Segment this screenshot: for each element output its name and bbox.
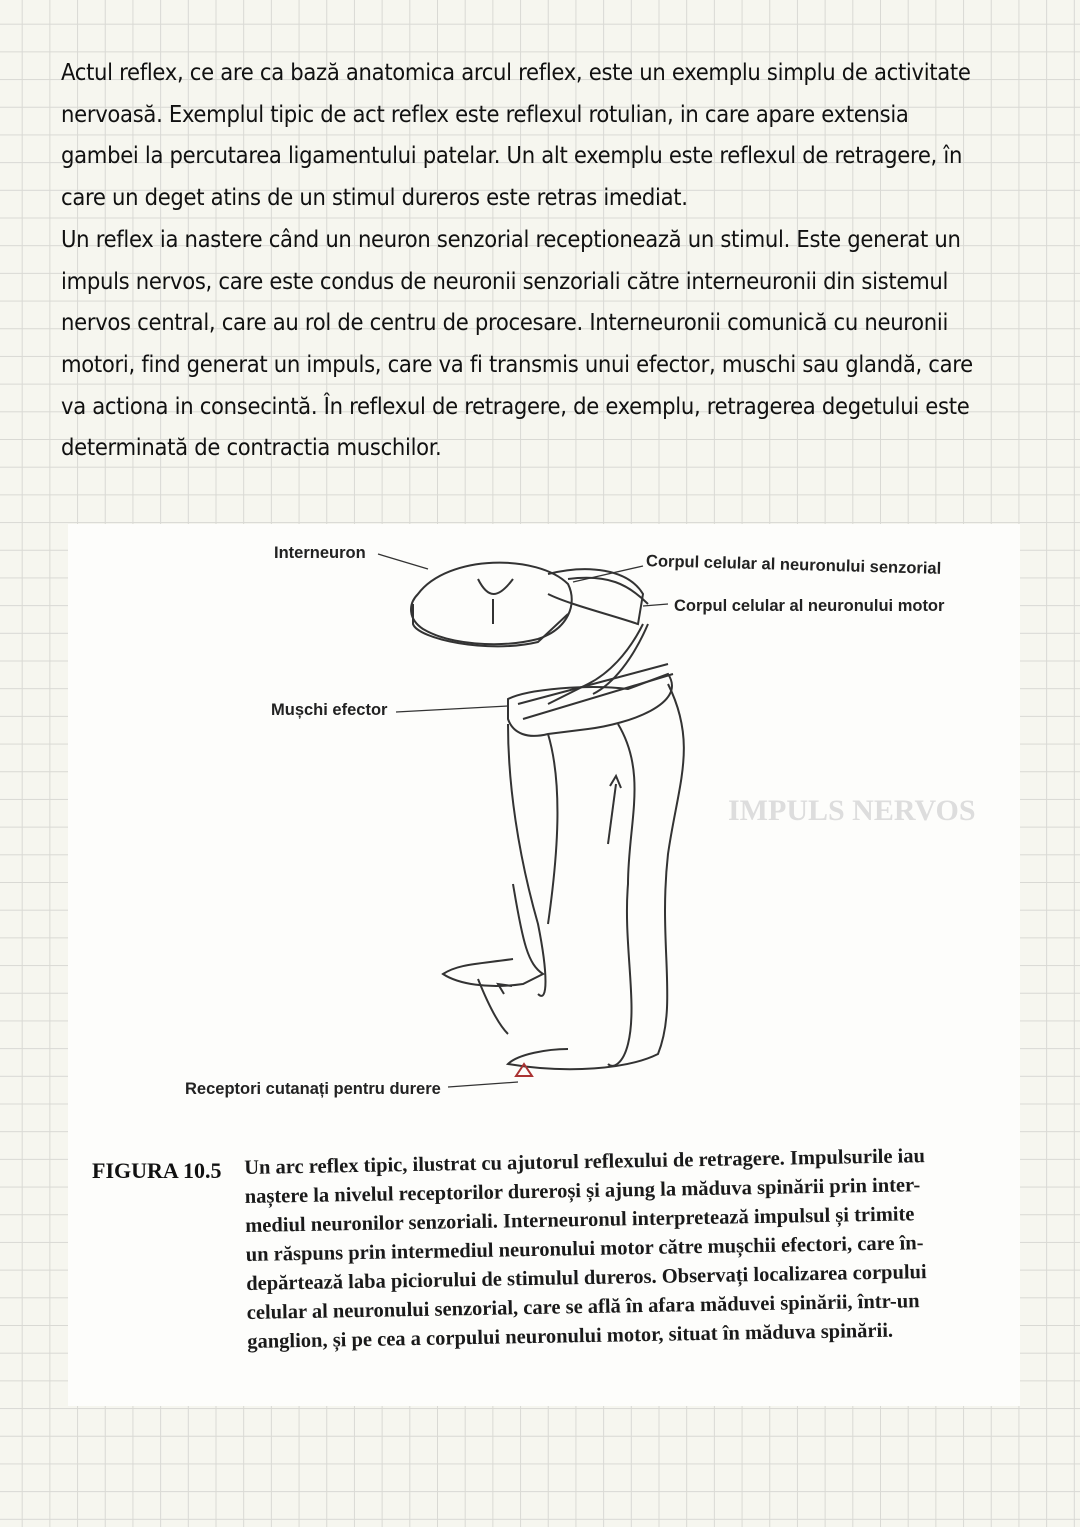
notes-line: gambei la percutarea ligamentului patelar. Un alt exemplu este reflexul de retragere, în	[61, 141, 963, 170]
reflex-arc-figure: IMPULS NERVOS Interneuron Corpul celular al neuronului senzorial Corpul celular al neuronului motor Mușchi efector Receptori cutanați pentru durere FIGURA 10.5 Un arc reflex tipic, ilustrat cu ajutorul reflexului de retragere. Impulsurile iau naștere la nivelul receptorilor dureroși și ajung la măduva spinării prin inter- mediul neuronilor senzoriali. Interneuronul interpretează impulsul și trimite un răspuns prin intermediul neuronului motor către mușchii efectori, care în- depărtează laba piciorului de stimulul dureros. Observați localizarea corpului celular al neuronului senzorial, care se află în afara măduvei spinării, într-un ganglion, și pe cea a corpului neuronului motor, situat în măduva spinării.	[68, 524, 1020, 1406]
notes-line: motori, find generat un impuls, care va fi transmis unui efector, muschi sau glandă, care	[61, 349, 973, 378]
label-interneuron: Interneuron	[274, 544, 366, 562]
notes-line: Actul reflex, ce are ca bază anatomica arcul reflex, este un exemplu simplu de activitate	[61, 58, 971, 86]
figure-number: FIGURA 10.5	[92, 1158, 222, 1183]
caption-line: un răspuns prin intermediul neuronului motor către mușchii efectori, care în-	[245, 1232, 924, 1266]
caption-line: celular al neuronului senzorial, care se află în afara măduvei spinării, într-un	[246, 1290, 920, 1324]
notes-line: nervos central, care au rol de centru de procesare. Interneuronii comunică cu neuronii	[61, 308, 949, 337]
standing-leg	[508, 684, 684, 1069]
notes-line: care un deget atins de un stimul dureros este retras imediat.	[61, 183, 688, 212]
label-pain-receptors: Receptori cutanați pentru durere	[185, 1080, 441, 1098]
notes-line: determinată de contractia muschilor.	[61, 433, 442, 462]
caption-line: naștere la nivelul receptorilor dureroși și ajung la măduva spinării prin inter-	[244, 1174, 921, 1208]
foot-raised	[443, 884, 543, 986]
caption-line: mediul neuronilor senzoriali. Interneuronul interpretează impulsul și trimite	[245, 1203, 915, 1237]
caption-line: depărtează laba piciorului de stimulul dureros. Observați localizarea corpului	[246, 1261, 927, 1295]
caption-line: ganglion, și pe cea a corpului neuronului motor, situat în măduva spinării.	[247, 1319, 894, 1353]
label-motor-cell-body: Corpul celular al neuronului motor	[674, 597, 945, 615]
label-sensory-cell-body: Corpul celular al neuronului senzorial	[645, 552, 942, 578]
notes-line: nervoasă. Exemplul tipic de act reflex este reflexul rotulian, in care apare extensia	[61, 99, 909, 128]
label-effector-muscle: Mușchi efector	[271, 701, 388, 719]
figure-caption	[244, 1141, 987, 1357]
handwritten-notes	[61, 52, 1051, 469]
notes-line: Un reflex ia nastere când un neuron senzorial receptionează un stimul. Este generat un	[61, 224, 961, 253]
notes-line: va actiona in consecintă. În reflexul de retragere, de exemplu, retragerea degetului este	[61, 391, 970, 420]
caption-line: Un arc reflex tipic, ilustrat cu ajutorul reflexului de retragere. Impulsurile iau	[244, 1145, 926, 1179]
notes-line: impuls nervos, care este condus de neuronii senzoriali către interneuronii din sistemul	[61, 266, 949, 295]
